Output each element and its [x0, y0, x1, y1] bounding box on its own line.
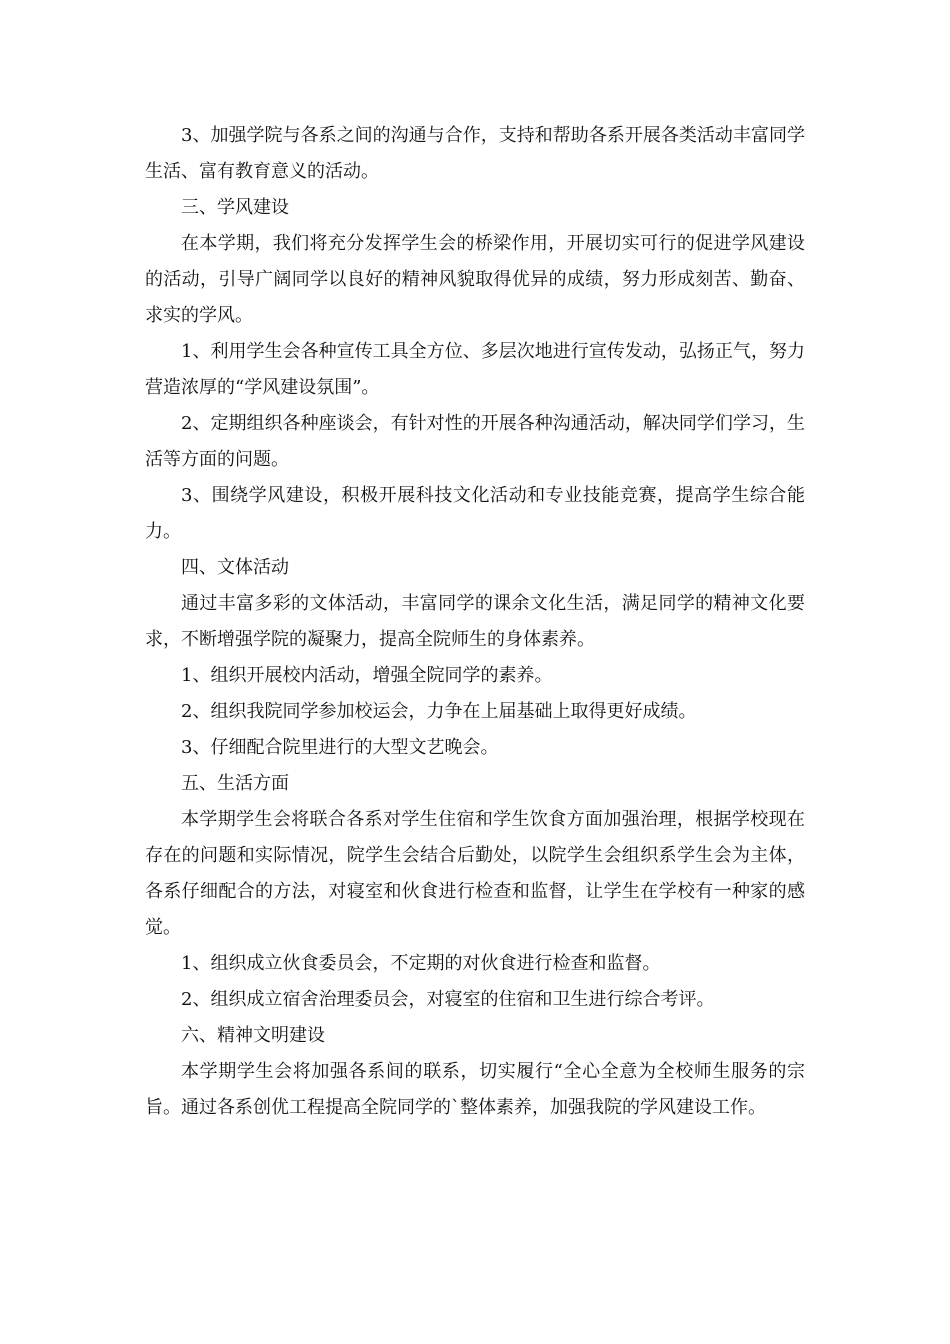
paragraph-sports-item-2: 2、组织我院同学参加校运会，力争在上届基础上取得更好成绩。 [181, 701, 697, 722]
paragraph-study-item-3: 3、围绕学风建设，积极开展科技文化活动和专业技能竞赛，提高学生综合能力。 [145, 485, 805, 542]
paragraph-sports-item-1: 1、组织开展校内活动，增强全院同学的素养。 [181, 665, 553, 686]
section-heading-life: 五、生活方面 [181, 773, 289, 794]
section-heading-civility: 六、精神文明建设 [181, 1025, 325, 1046]
paragraph-study-item-2: 2、定期组织各种座谈会，有针对性的开展各种沟通活动，解决同学们学习，生活等方面的问题。 [145, 413, 805, 470]
paragraph-item-3: 3、加强学院与各系之间的沟通与合作，支持和帮助各系开展各类活动丰富同学生活、富有教育意义的活动。 [145, 125, 805, 182]
paragraph-study-item-1: 1、利用学生会各种宣传工具全方位、多层次地进行宣传发动，弘扬正气，努力营造浓厚的“学风建设氛围”。 [145, 341, 805, 398]
paragraph-life-item-1: 1、组织成立伙食委员会，不定期的对伙食进行检查和监督。 [181, 953, 661, 974]
document-body [145, 118, 805, 1126]
paragraph-life-intro: 本学期学生会将联合各系对学生住宿和学生饮食方面加强治理，根据学校现在存在的问题和实际情况，院学生会结合后勤处，以院学生会组织系学生会为主体，各系仔细配合的方法，对寝室和伙食进行检查和监督，让学生在学校有一种家的感觉。 [145, 809, 805, 938]
paragraph-life-item-2: 2、组织成立宿舍治理委员会，对寝室的住宿和卫生进行综合考评。 [181, 989, 715, 1010]
paragraph-civility-intro: 本学期学生会将加强各系间的联系，切实履行“全心全意为全校师生服务的宗旨。通过各系创优工程提高全院同学的`整体素养，加强我院的学风建设工作。 [145, 1061, 805, 1118]
paragraph-study-style-intro: 在本学期，我们将充分发挥学生会的桥梁作用，开展切实可行的促进学风建设的活动，引导广阔同学以良好的精神风貌取得优异的成绩，努力形成刻苦、勤奋、求实的学风。 [145, 233, 805, 326]
section-heading-sports: 四、文体活动 [181, 557, 289, 578]
paragraph-sports-intro: 通过丰富多彩的文体活动，丰富同学的课余文化生活，满足同学的精神文化要求，不断增强学院的凝聚力，提高全院师生的身体素养。 [145, 593, 805, 650]
section-heading-study-style: 三、学风建设 [181, 197, 289, 218]
paragraph-sports-item-3: 3、仔细配合院里进行的大型文艺晚会。 [181, 737, 499, 758]
